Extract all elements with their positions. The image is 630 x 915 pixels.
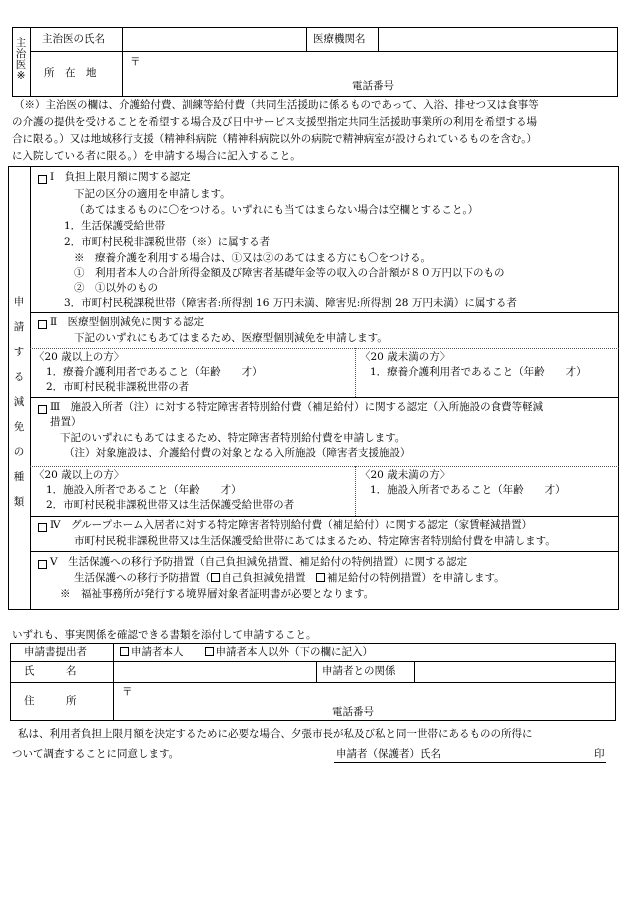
checkbox-V[interactable] (38, 560, 47, 569)
checkbox-IV[interactable] (38, 523, 47, 532)
section-I-line-2: （あてはまるものに〇をつける。いずれにも当てはまらない場合は空欄とすること。） (74, 204, 479, 216)
checkbox-II[interactable] (38, 320, 47, 329)
signer-label: 申請者（保護者）氏名 (336, 748, 441, 760)
section-III-left-item-1: 1．施設入所者であること（年齢 才） (46, 484, 242, 496)
section-V-title: Ⅴ 生活保護への移行予防措置（自己負担減免措置、補足給付の特例措置）に関する認定 (50, 556, 468, 568)
section-III-title-2: 措置） (50, 416, 82, 428)
section-III-column-divider (355, 466, 356, 516)
section-II-column-divider (355, 348, 356, 397)
divider-IV-V (30, 551, 619, 552)
doctor-name-label: 主治医の氏名 (42, 33, 105, 45)
relation-field[interactable] (416, 663, 614, 680)
section-V-subtitle-pre: 生活保護への移行予防措置（ (74, 572, 211, 584)
section-III-title-1: Ⅲ 施設入所者（注）に対する特定障害者特別給付費（補足給付）に関する認定（入所施設の食費等軽減 (50, 401, 544, 413)
reduction-section-label: 申 請 す る 減 免 の 種 類 (13, 296, 25, 508)
divider-I-II (30, 312, 619, 313)
section-II-left-head: 〈20 歳以上の方〉 (34, 351, 125, 363)
section-III-left-head: 〈20 歳以上の方〉 (34, 469, 125, 481)
section-III-dotted-divider (30, 466, 619, 467)
consent-line-2: ついて調査することに同意します。 (12, 748, 180, 760)
section-IV-subtitle: 市町村民税非課税世帯又は生活保護受給世帯にあてはまるため、特定障害者特別給付費を申請します。 (74, 535, 556, 547)
checkbox-V-option-2[interactable] (316, 573, 325, 582)
section-II-dotted-divider (30, 348, 619, 349)
institution-right-divider (378, 27, 379, 51)
section-V-note: ※ 福祉事務所が発行する境界層対象者証明書が必要となります。 (60, 588, 375, 600)
section-IV-title: Ⅳ グループホーム入居者に対する特定障害者特別給付費（補足給付）に関する認定（家賃軽減措置） (50, 519, 533, 531)
seal-mark: 印 (594, 748, 605, 760)
submitter-options (120, 646, 373, 660)
doctor-name-field[interactable] (124, 29, 304, 49)
section-II-left-item-1: 1．療養介護利用者であること（年齢 才） (46, 366, 263, 378)
submitter-label: 申請書提出者 (24, 646, 87, 658)
section-I-item-1: 1．生活保護受給世帯 (64, 220, 166, 232)
submitter-row-divider-1 (10, 661, 616, 662)
institution-left-divider (306, 27, 307, 51)
section-I-line-1: 下記の区分の適用を申請します。 (74, 188, 231, 200)
attach-note: いずれも、事実関係を確認できる書類を添付して申請すること。 (12, 629, 317, 641)
section-III-right-head: 〈20 歳未満の方〉 (360, 469, 451, 481)
section-I-title: Ⅰ 負担上限月額に関する認定 (50, 171, 191, 183)
doctor-row-divider (30, 51, 618, 52)
submitter-phone-label: 電話番号 (332, 706, 374, 718)
doctor-note-line-3: 合に限る。）又は地域移行支援（精神科病院（精神科病院以外の病院で精神病室が設けられているものを含む。） (12, 133, 537, 145)
institution-label: 医療機関名 (313, 33, 366, 45)
checkbox-I[interactable] (38, 175, 47, 184)
relation-right-divider (414, 661, 415, 682)
submitter-address-field[interactable] (132, 685, 612, 705)
checkbox-III[interactable] (38, 405, 47, 414)
checkbox-submitter-self[interactable] (120, 647, 129, 656)
divider-II-III (30, 397, 619, 398)
section-III-subtitle: 下記のいずれにもあてはまるため、特定障害者特別給付費を申請します。 (60, 432, 406, 444)
relation-label: 申請者との関係 (322, 665, 396, 677)
section-I-option-2: ② ①以外のもの (74, 282, 158, 294)
section-V-subtitle (74, 572, 505, 586)
section-III-right-item-1: 1．施設入所者であること（年齢 才） (370, 484, 566, 496)
submitter-label-divider (113, 643, 114, 721)
section-II-left-item-2: 2．市町村民税非課税世帯の者 (46, 381, 190, 393)
submitter-name-label: 氏 名 (24, 665, 77, 677)
section-V-subtitle-post: ）を申請します。 (421, 572, 505, 584)
doctor-label-divider (30, 27, 31, 97)
doctor-note-line-4: に入院している者に限る。）を申請する場合に記入すること。 (12, 150, 301, 162)
submitter-postal-mark: 〒 (122, 686, 133, 698)
section-I-option-1: ① 利用者本人の合計所得金額及び障害者基礎年金等の収入の合計額が８０万円以下のもの (74, 267, 505, 279)
section-III-left-item-2: 2．市町村民税非課税世帯又は生活保護受給世帯の者 (46, 499, 295, 511)
submitter-name-field[interactable] (115, 663, 314, 680)
section-I-item-3: 3．市町村民税課税世帯（障害者:所得割 16 万円未満、障害児:所得割 28 万円未満）に属する者 (64, 297, 517, 309)
section-II-right-head: 〈20 歳未満の方〉 (360, 351, 451, 363)
submitter-address-label: 住 所 (24, 695, 77, 707)
doctor-note-line-1: （※）主治医の欄は、介護給付費、訓練等給付費（共同生活援助に係るものであって、入浴、排せつ又は食事等 (14, 99, 539, 111)
section-II-subtitle: 下記のいずれにもあてはまるため、医療型個別減免を申請します。 (74, 332, 388, 344)
section-II-right-item-1: 1．療養介護利用者であること（年齢 才） (370, 366, 587, 378)
section-V-option-2-label: 補足給付の特例措置 (327, 572, 422, 584)
relation-left-divider (316, 661, 317, 682)
name-label-divider (122, 27, 123, 97)
submitter-other-label: 申請者本人以外（下の欄に記入） (215, 646, 373, 658)
doctor-note-line-2: の介護の提供を受けることを希望する場合及び日中サービス支援型指定共同生活援助事業所の利用を希望する場 (12, 116, 537, 128)
checkbox-V-option-1[interactable] (211, 573, 220, 582)
section-V-option-1-label: 自己負担減免措置 (221, 572, 306, 584)
checkbox-submitter-other[interactable] (205, 647, 214, 656)
doctor-postal-mark: 〒 (130, 56, 141, 68)
consent-line-1: 私は、利用者負担上限月額を決定するために必要な場合、夕張市長が私及び私と同一世帯にあるものの所得に (18, 728, 533, 740)
doctor-address-field[interactable] (140, 55, 610, 79)
section-I-item-2: 2．市町村民税非課税世帯（※）に属する者 (64, 236, 271, 248)
reduction-label-divider (30, 166, 31, 610)
section-II-title: Ⅱ 医療型個別減免に関する認定 (50, 316, 205, 328)
doctor-phone-label: 電話番号 (352, 80, 394, 92)
divider-III-IV (30, 516, 619, 517)
submitter-self-label: 申請者本人 (131, 646, 184, 658)
doctor-section-label: 主 治 医 ※ (15, 37, 27, 83)
submitter-row-divider-2 (10, 682, 616, 683)
section-I-note: ※ 療養介護を利用する場合は、①又は②のあてはまる方にも〇をつける。 (74, 252, 431, 264)
institution-field[interactable] (380, 29, 616, 49)
section-III-note: （注）対象施設は、介護給付費の対象となる入所施設（障害者支援施設） (64, 447, 411, 459)
doctor-address-label: 所 在 地 (44, 67, 97, 79)
